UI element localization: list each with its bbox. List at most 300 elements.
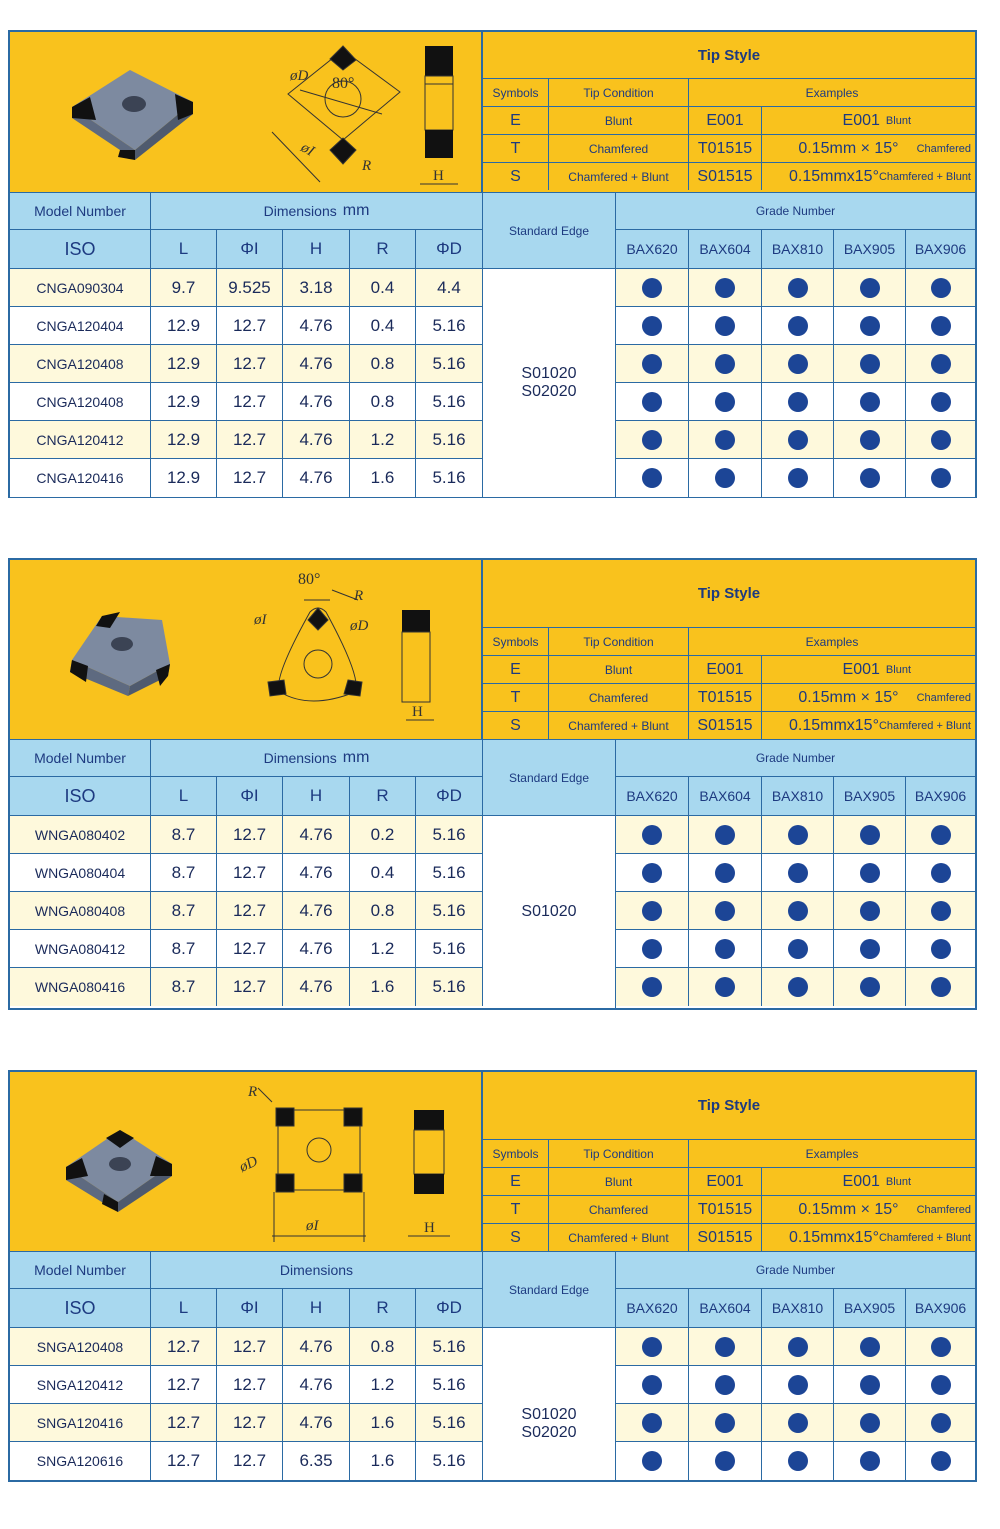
availability-dot-icon — [860, 354, 880, 374]
availability-dot-icon — [642, 430, 662, 450]
tip-style-row — [483, 684, 975, 712]
grade-cell — [906, 1328, 975, 1365]
l-cell: 12.9 — [151, 421, 217, 458]
grade-cell — [834, 930, 906, 967]
l-cell: 9.7 — [151, 269, 217, 306]
cnga-side-view-diagram — [420, 46, 458, 184]
grade-cell — [762, 269, 834, 306]
grade-cell — [762, 307, 834, 344]
col-d-header: ΦD — [416, 1289, 483, 1328]
l-cell: 12.9 — [151, 307, 217, 344]
grade-cell — [834, 421, 906, 458]
wnga-i-label: øI — [254, 612, 267, 628]
l-cell: 8.7 — [151, 816, 217, 853]
cnga-section — [8, 30, 977, 498]
availability-dot-icon — [788, 977, 808, 997]
grade-cell — [762, 1328, 834, 1365]
i-cell: 12.7 — [217, 459, 283, 497]
tip-style-row — [483, 163, 975, 190]
col-l-header: L — [151, 777, 217, 816]
grade-cell — [834, 1366, 906, 1403]
r-cell: 0.8 — [350, 1328, 416, 1365]
iso-header: ISO — [10, 230, 151, 269]
model-cell: CNGA120408 — [10, 345, 151, 382]
examples-header: Examples — [805, 85, 859, 100]
tip-style-title: Tip Style — [483, 1072, 975, 1140]
availability-dot-icon — [642, 977, 662, 997]
symbol: T — [483, 1196, 549, 1223]
grade-bax905-header: BAX905 — [834, 1289, 906, 1328]
model-cell: CNGA120408 — [10, 383, 151, 420]
example: 0.15mmx15° Chamfered + Blunt — [788, 1228, 971, 1246]
grade-cell — [906, 930, 975, 967]
tip-style-panel — [483, 1072, 975, 1251]
wnga-section — [8, 558, 977, 1010]
grade-cell — [834, 307, 906, 344]
cnga-h-label: H — [433, 168, 444, 184]
grade-cell — [834, 1442, 906, 1480]
availability-dot-icon — [788, 1413, 808, 1433]
standard-edge-header: Standard Edge — [483, 192, 616, 269]
d-cell: 5.16 — [416, 383, 483, 420]
standard-edge-header: Standard Edge — [483, 1251, 616, 1328]
grade-cell — [834, 968, 906, 1006]
tip-style-header-row — [483, 628, 975, 656]
d-cell: 5.16 — [416, 1404, 483, 1441]
grade-cell — [762, 892, 834, 929]
availability-dot-icon — [642, 468, 662, 488]
grade-cell — [762, 459, 834, 497]
r-cell: 0.8 — [350, 383, 416, 420]
grade-cell — [834, 1404, 906, 1441]
l-cell: 8.7 — [151, 854, 217, 891]
h-cell: 4.76 — [283, 854, 350, 891]
standard-edge-header: Standard Edge — [483, 739, 616, 816]
availability-dot-icon — [788, 278, 808, 298]
example: E001 Blunt — [842, 660, 911, 678]
l-cell: 8.7 — [151, 892, 217, 929]
condition: Chamfered + Blunt — [549, 1224, 689, 1251]
grade-cell — [689, 854, 762, 891]
availability-dot-icon — [860, 430, 880, 450]
tip-style-row — [483, 1224, 975, 1251]
i-cell: 12.7 — [217, 307, 283, 344]
model-cell: WNGA080416 — [10, 968, 151, 1006]
availability-dot-icon — [931, 939, 951, 959]
grade-cell — [762, 1442, 834, 1480]
tip-style-row — [483, 656, 975, 684]
r-cell: 1.6 — [350, 1442, 416, 1480]
grade-cell — [616, 1404, 689, 1441]
condition: Chamfered — [549, 135, 689, 162]
dimensions-header: Dimensions mm — [151, 192, 483, 230]
code: T01515 — [689, 1196, 762, 1223]
availability-dot-icon — [715, 316, 735, 336]
grade-cell — [616, 345, 689, 382]
grade-cell — [616, 459, 689, 497]
r-cell: 1.2 — [350, 1366, 416, 1403]
availability-dot-icon — [931, 1337, 951, 1357]
d-cell: 5.16 — [416, 968, 483, 1006]
tip-style-row — [483, 135, 975, 163]
availability-dot-icon — [642, 316, 662, 336]
code: S01515 — [689, 1224, 762, 1251]
tip-style-title: Tip Style — [483, 560, 975, 628]
grade-cell — [906, 1404, 975, 1441]
availability-dot-icon — [931, 392, 951, 412]
availability-dot-icon — [788, 1451, 808, 1471]
d-cell: 5.16 — [416, 816, 483, 853]
grade-bax620-header: BAX620 — [616, 230, 689, 269]
dimensions-header: Dimensions — [151, 1251, 483, 1289]
availability-dot-icon — [715, 863, 735, 883]
h-cell: 6.35 — [283, 1442, 350, 1480]
col-d-header: ΦD — [416, 777, 483, 816]
grade-cell — [689, 459, 762, 497]
model-cell: WNGA080404 — [10, 854, 151, 891]
symbols-header: Symbols — [483, 79, 549, 106]
dimensions-header: Dimensions mm — [151, 739, 483, 777]
tip-style-row — [483, 107, 975, 135]
grade-cell — [689, 383, 762, 420]
availability-dot-icon — [642, 278, 662, 298]
tip-condition-header: Tip Condition — [549, 79, 689, 106]
l-cell: 12.7 — [151, 1404, 217, 1441]
example: 0.15mmx15° Chamfered + Blunt — [788, 167, 971, 185]
grade-cell — [689, 930, 762, 967]
grade-cell — [689, 421, 762, 458]
l-cell: 8.7 — [151, 930, 217, 967]
availability-dot-icon — [860, 392, 880, 412]
grade-cell — [906, 854, 975, 891]
grade-cell — [762, 930, 834, 967]
grade-bax620-header: BAX620 — [616, 1289, 689, 1328]
symbol: E — [483, 107, 549, 134]
grade-cell — [616, 816, 689, 853]
l-cell: 12.9 — [151, 383, 217, 420]
code: S01515 — [689, 712, 762, 739]
h-cell: 4.76 — [283, 1366, 350, 1403]
grade-cell — [616, 421, 689, 458]
snga-insert-drawing — [10, 1072, 481, 1251]
l-cell: 8.7 — [151, 968, 217, 1006]
l-cell: 12.7 — [151, 1366, 217, 1403]
availability-dot-icon — [715, 939, 735, 959]
snga-i-label: øI — [306, 1218, 319, 1234]
tip-style-header-row — [483, 79, 975, 107]
r-cell: 0.8 — [350, 345, 416, 382]
availability-dot-icon — [715, 977, 735, 997]
condition: Chamfered — [549, 1196, 689, 1223]
example: E001 Blunt — [842, 1172, 911, 1190]
grade-cell — [689, 1366, 762, 1403]
grade-number-header: Grade Number — [616, 739, 975, 777]
availability-dot-icon — [788, 863, 808, 883]
i-cell: 12.7 — [217, 854, 283, 891]
tip-style-title: Tip Style — [483, 32, 975, 79]
grade-cell — [616, 1328, 689, 1365]
i-cell: 12.7 — [217, 345, 283, 382]
h-cell: 4.76 — [283, 307, 350, 344]
condition: Chamfered — [549, 684, 689, 711]
grade-bax604-header: BAX604 — [689, 230, 762, 269]
tip-condition-header: Tip Condition — [549, 1140, 689, 1167]
model-cell: SNGA120408 — [10, 1328, 151, 1365]
r-cell: 1.6 — [350, 459, 416, 497]
grade-cell — [616, 968, 689, 1006]
grade-cell — [906, 459, 975, 497]
d-cell: 5.16 — [416, 307, 483, 344]
condition: Blunt — [549, 1168, 689, 1195]
i-cell: 12.7 — [217, 1404, 283, 1441]
grade-cell — [762, 968, 834, 1006]
grade-bax905-header: BAX905 — [834, 230, 906, 269]
model-cell: CNGA120416 — [10, 459, 151, 497]
grade-cell — [906, 816, 975, 853]
snga-section — [8, 1070, 977, 1482]
col-h-header: H — [283, 777, 350, 816]
availability-dot-icon — [931, 825, 951, 845]
grade-cell — [762, 383, 834, 420]
condition: Blunt — [549, 656, 689, 683]
col-r-header: R — [350, 1289, 416, 1328]
cnga-d-label: øD — [290, 68, 309, 84]
grade-cell — [616, 383, 689, 420]
standard-edge-value: S01020 — [521, 1406, 577, 1423]
wnga-r-label: R — [354, 588, 364, 604]
i-cell: 12.7 — [217, 1366, 283, 1403]
r-cell: 0.4 — [350, 854, 416, 891]
grade-cell — [906, 383, 975, 420]
examples-header: Examples — [805, 634, 859, 649]
grade-cell — [834, 383, 906, 420]
r-cell: 0.2 — [350, 816, 416, 853]
wnga-top-view-diagram — [268, 590, 362, 701]
h-cell: 4.76 — [283, 816, 350, 853]
model-cell: CNGA090304 — [10, 269, 151, 306]
h-cell: 4.76 — [283, 930, 350, 967]
grade-cell — [906, 421, 975, 458]
col-i-header: ΦI — [217, 230, 283, 269]
availability-dot-icon — [860, 939, 880, 959]
symbol: T — [483, 684, 549, 711]
availability-dot-icon — [715, 430, 735, 450]
grade-cell — [762, 816, 834, 853]
examples-header: Examples — [805, 1146, 859, 1161]
grade-cell — [616, 930, 689, 967]
grade-cell — [689, 1442, 762, 1480]
grade-number-header: Grade Number — [616, 1251, 975, 1289]
i-cell: 12.7 — [217, 816, 283, 853]
availability-dot-icon — [788, 939, 808, 959]
grade-bax905-header: BAX905 — [834, 777, 906, 816]
tip-style-row — [483, 1196, 975, 1224]
grade-cell — [762, 421, 834, 458]
model-cell: CNGA120404 — [10, 307, 151, 344]
grade-cell — [834, 269, 906, 306]
code: E001 — [689, 1168, 762, 1195]
grade-cell — [689, 968, 762, 1006]
snga-insert-3d-image — [66, 1130, 172, 1212]
symbols-header: Symbols — [483, 1140, 549, 1167]
r-cell: 1.6 — [350, 1404, 416, 1441]
grade-cell — [616, 1366, 689, 1403]
d-cell: 5.16 — [416, 1366, 483, 1403]
i-cell: 12.7 — [217, 930, 283, 967]
symbol: E — [483, 1168, 549, 1195]
grade-cell — [834, 345, 906, 382]
availability-dot-icon — [931, 1451, 951, 1471]
availability-dot-icon — [715, 1375, 735, 1395]
tip-condition-header: Tip Condition — [549, 628, 689, 655]
cnga-insert-3d-image — [72, 70, 193, 160]
d-cell: 5.16 — [416, 854, 483, 891]
cnga-diagram-panel — [10, 32, 483, 192]
availability-dot-icon — [715, 468, 735, 488]
col-h-header: H — [283, 1289, 350, 1328]
example: E001 Blunt — [842, 111, 911, 129]
availability-dot-icon — [642, 1451, 662, 1471]
snga-h-label: H — [424, 1220, 435, 1236]
code: T01515 — [689, 135, 762, 162]
condition: Blunt — [549, 107, 689, 134]
grade-cell — [762, 345, 834, 382]
code: E001 — [689, 107, 762, 134]
col-l-header: L — [151, 230, 217, 269]
availability-dot-icon — [788, 392, 808, 412]
grade-cell — [762, 1366, 834, 1403]
cnga-insert-drawing — [10, 32, 481, 192]
standard-edge-value: S01020 — [521, 903, 577, 920]
standard-edge-value: S02020 — [521, 1424, 577, 1441]
grade-cell — [906, 892, 975, 929]
grade-bax810-header: BAX810 — [762, 1289, 834, 1328]
col-l-header: L — [151, 1289, 217, 1328]
standard-edge-value: S02020 — [521, 382, 577, 400]
availability-dot-icon — [642, 1337, 662, 1357]
availability-dot-icon — [788, 901, 808, 921]
availability-dot-icon — [860, 468, 880, 488]
grade-bax810-header: BAX810 — [762, 777, 834, 816]
r-cell: 1.6 — [350, 968, 416, 1006]
cnga-r-label: R — [362, 158, 372, 174]
i-cell: 12.7 — [217, 421, 283, 458]
availability-dot-icon — [715, 1413, 735, 1433]
grade-cell — [616, 854, 689, 891]
d-cell: 4.4 — [416, 269, 483, 306]
grade-bax604-header: BAX604 — [689, 777, 762, 816]
r-cell: 0.8 — [350, 892, 416, 929]
h-cell: 4.76 — [283, 1404, 350, 1441]
availability-dot-icon — [642, 863, 662, 883]
grade-cell — [689, 307, 762, 344]
d-cell: 5.16 — [416, 459, 483, 497]
grade-cell — [906, 269, 975, 306]
availability-dot-icon — [788, 430, 808, 450]
tip-style-row — [483, 1168, 975, 1196]
availability-dot-icon — [860, 825, 880, 845]
grade-cell — [689, 816, 762, 853]
grade-cell — [834, 459, 906, 497]
h-cell: 4.76 — [283, 892, 350, 929]
cnga-angle-label: 80° — [332, 75, 355, 92]
availability-dot-icon — [931, 430, 951, 450]
availability-dot-icon — [642, 1375, 662, 1395]
model-cell: SNGA120412 — [10, 1366, 151, 1403]
h-cell: 4.76 — [283, 421, 350, 458]
grade-cell — [616, 307, 689, 344]
grade-cell — [906, 345, 975, 382]
grade-cell — [616, 1442, 689, 1480]
r-cell: 1.2 — [350, 930, 416, 967]
code: E001 — [689, 656, 762, 683]
availability-dot-icon — [642, 939, 662, 959]
code: S01515 — [689, 163, 762, 190]
d-cell: 5.16 — [416, 421, 483, 458]
availability-dot-icon — [788, 468, 808, 488]
availability-dot-icon — [642, 354, 662, 374]
grade-cell — [762, 854, 834, 891]
r-cell: 0.4 — [350, 307, 416, 344]
symbol: T — [483, 135, 549, 162]
tip-style-panel — [483, 560, 975, 739]
snga-r-label: R — [248, 1084, 258, 1100]
availability-dot-icon — [642, 392, 662, 412]
model-number-header: Model Number — [10, 192, 151, 230]
grade-cell — [689, 892, 762, 929]
grade-cell — [762, 1404, 834, 1441]
availability-dot-icon — [931, 1375, 951, 1395]
col-i-header: ΦI — [217, 777, 283, 816]
grade-bax906-header: BAX906 — [906, 1289, 975, 1328]
wnga-d-label: øD — [350, 618, 369, 634]
snga-d-label: øD — [236, 1153, 261, 1176]
availability-dot-icon — [860, 278, 880, 298]
standard-edge-cell — [483, 269, 616, 496]
grade-cell — [689, 269, 762, 306]
l-cell: 12.9 — [151, 459, 217, 497]
grade-cell — [616, 269, 689, 306]
wnga-angle-label: 80° — [298, 571, 321, 588]
model-cell: WNGA080408 — [10, 892, 151, 929]
r-cell: 1.2 — [350, 421, 416, 458]
availability-dot-icon — [788, 825, 808, 845]
example: 0.15mm × 15° Chamfered — [798, 688, 971, 706]
tip-style-row — [483, 712, 975, 739]
availability-dot-icon — [860, 1337, 880, 1357]
l-cell: 12.7 — [151, 1442, 217, 1480]
wnga-diagram-panel — [10, 560, 483, 739]
col-d-header: ΦD — [416, 230, 483, 269]
l-cell: 12.9 — [151, 345, 217, 382]
l-cell: 12.7 — [151, 1328, 217, 1365]
cnga-i-label: øI — [298, 139, 317, 160]
model-number-header: Model Number — [10, 739, 151, 777]
availability-dot-icon — [860, 1413, 880, 1433]
tip-style-panel — [483, 32, 975, 192]
model-cell: WNGA080402 — [10, 816, 151, 853]
col-h-header: H — [283, 230, 350, 269]
availability-dot-icon — [642, 901, 662, 921]
availability-dot-icon — [642, 825, 662, 845]
col-i-header: ΦI — [217, 1289, 283, 1328]
grade-cell — [689, 1404, 762, 1441]
wnga-insert-3d-image — [70, 612, 170, 696]
wnga-insert-drawing — [10, 560, 481, 739]
availability-dot-icon — [860, 901, 880, 921]
example: 0.15mm × 15° Chamfered — [798, 1200, 971, 1218]
iso-header: ISO — [10, 1289, 151, 1328]
